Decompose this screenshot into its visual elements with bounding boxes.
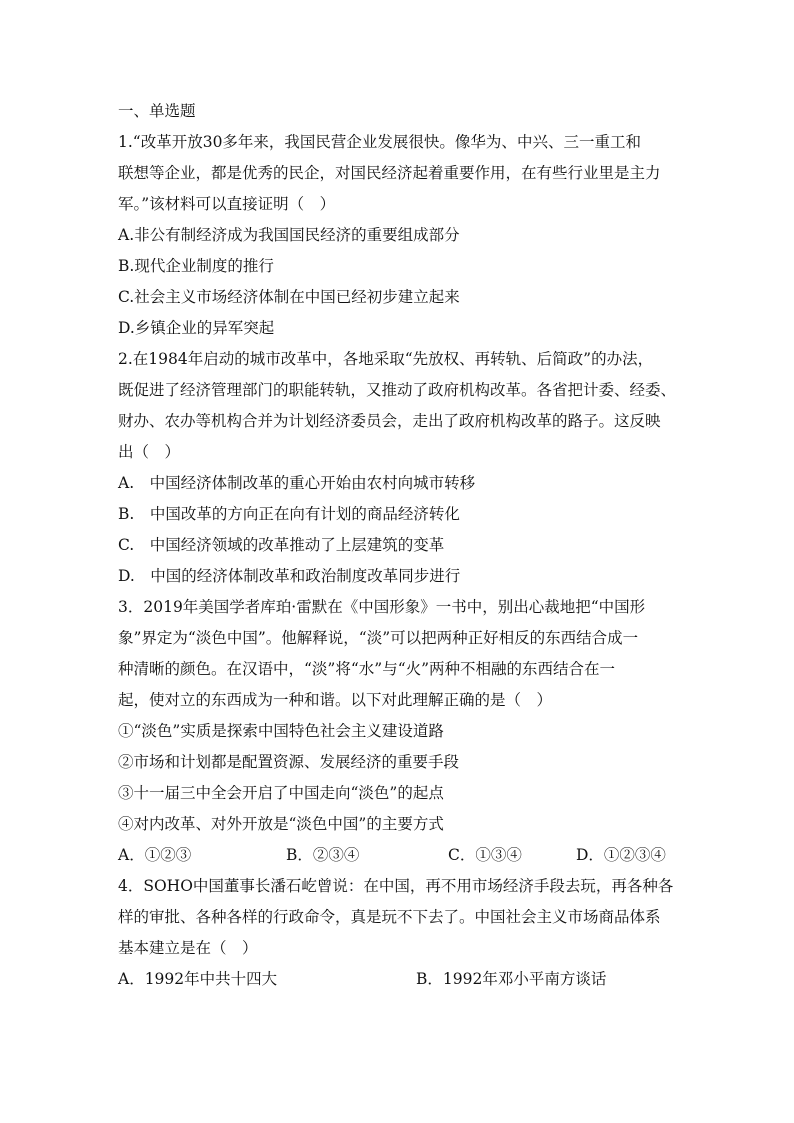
question-4-stem-line: 基本建立是在（ ） [118,939,258,957]
question-3-options [118,840,676,871]
question-4-stem-line: 样的审批、各种各样的行政命令，真是玩不下去了。中国社会主义市场商品体系 [118,908,661,926]
question-4-option-a: A．1992年中共十四大 [118,970,278,988]
question-1-option-a: A.非公有制经济成为我国国民经济的重要组成部分 [118,226,460,244]
question-2-stem-line: 出（ ） [118,443,181,461]
question-1-option-d: D.乡镇企业的异军突起 [118,319,275,337]
question-1-stem-line: 1.“改革开放30多年来，我国民营企业发展很快。像华为、中兴、三一重工和 [118,133,641,151]
question-4 [118,871,676,995]
question-4-stem-line: 4．SOHO中国董事长潘石屹曾说：在中国，再不用市场经济手段去玩，再各种各 [118,877,674,895]
question-3-statement-3: ③十一届三中全会开启了中国走向“淡色”的起点 [118,784,444,802]
question-2-option-c: C. 中国经济领域的改革推动了上层建筑的变革 [118,536,445,554]
question-2-option-a: A. 中国经济体制改革的重心开始由农村向城市转移 [118,474,476,492]
question-list [118,96,676,995]
question-1-option-b: B.现代企业制度的推行 [118,257,274,275]
question-2-stem-line: 2.在1984年启动的城市改革中，各地采取“先放权、再转轨、后简政”的办法， [118,350,654,368]
question-2 [118,344,676,592]
question-1-stem-line: 军。”该材料可以直接证明（ ） [118,195,336,213]
question-2-stem-line: 财办、农办等机构合并为计划经济委员会，走出了政府机构改革的路子。这反映 [118,412,661,430]
question-3-option-a: A．①②③ [118,846,192,864]
question-3 [118,592,676,871]
question-4-option-b: B．1992年邓小平南方谈话 [416,970,607,988]
question-1-option-c: C.社会主义市场经济体制在中国已经初步建立起来 [118,288,460,306]
question-4-options [118,964,676,995]
question-2-stem-line: 既促进了经济管理部门的职能转轨，又推动了政府机构改革。各省把计委、经委、 [118,381,677,399]
question-3-option-d: D．①②③④ [576,846,666,864]
question-3-stem-line: 象”界定为“淡色中国”。他解释说，“淡”可以把两种正好相反的东西结合成一 [118,629,639,647]
question-3-statement-2: ②市场和计划都是配置资源、发展经济的重要手段 [118,753,460,771]
question-3-option-c: C．①③④ [448,846,522,864]
question-3-statement-1: ①“淡色”实质是探索中国特色社会主义建设道路 [118,722,444,740]
question-3-statement-4: ④对内改革、对外开放是“淡色中国”的主要方式 [118,815,444,833]
question-3-option-b: B．②③④ [286,846,360,864]
question-2-option-b: B. 中国改革的方向正在向有计划的商品经济转化 [118,505,460,523]
question-3-stem-line: 起，使对立的东西成为一种和谐。以下对此理解正确的是（ ） [118,691,553,709]
question-3-stem-line: 3．2019年美国学者库珀·雷默在《中国形象》一书中，别出心裁地把“中国形 [118,598,646,616]
question-3-stem-line: 种清晰的颜色。在汉语中，“淡”将“水”与“火”两种不相融的东西结合在一 [118,660,616,678]
question-1-stem-line: 联想等企业，都是优秀的民企，对国民经济起着重要作用，在有些行业里是主力 [118,164,661,182]
question-2-option-d: D. 中国的经济体制改革和政治制度改革同步进行 [118,567,461,585]
section-title: 一、单选题 [118,102,196,120]
question-1 [118,127,676,344]
